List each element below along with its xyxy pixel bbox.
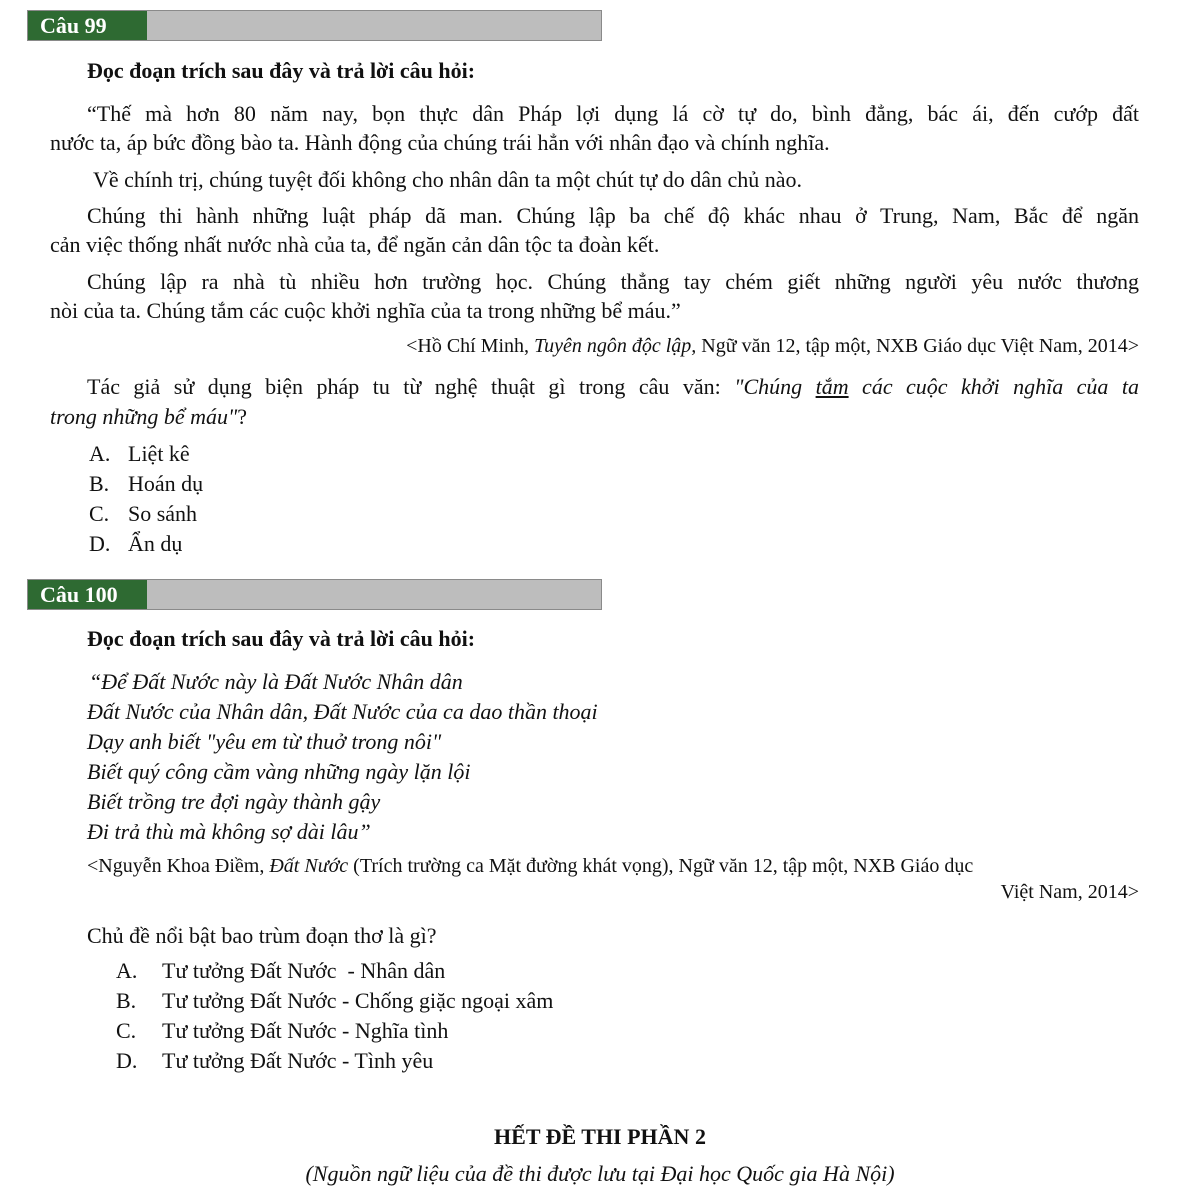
option-text: Tư tưởng Đất Nước - Tình yêu bbox=[162, 1048, 434, 1073]
poem-line-1: “Để Đất Nước này là Đất Nước Nhân dân bbox=[89, 669, 463, 694]
passage-line-7: nòi của ta. Chúng tắm các cuộc khởi nghĩa của ta trong những bể máu.” bbox=[50, 298, 681, 323]
question-99-quote-b: các cuộc khởi nghĩa của ta bbox=[848, 374, 1139, 399]
poem-line-4: Biết quý công cầm vàng những ngày lặn lội bbox=[87, 759, 471, 784]
option-99-b[interactable] bbox=[89, 470, 203, 498]
question-99-text bbox=[87, 373, 1139, 401]
option-99-c[interactable] bbox=[89, 500, 197, 528]
poem-line-5: Biết trồng tre đợi ngày thành gậy bbox=[87, 789, 381, 814]
option-letter: A. bbox=[89, 441, 111, 466]
option-text: Ẩn dụ bbox=[128, 531, 183, 556]
option-letter: C. bbox=[116, 1018, 137, 1043]
poem-line-2: Đất Nước của Nhân dân, Đất Nước của ca dao thần thoại bbox=[87, 699, 598, 724]
poem-line-3: Dạy anh biết "yêu em từ thuở trong nôi" bbox=[87, 729, 442, 754]
option-letter: B. bbox=[89, 471, 110, 496]
option-text: Tư tưởng Đất Nước - Nghĩa tình bbox=[162, 1018, 449, 1043]
question-100-instruction: Đọc đoạn trích sau đây và trả lời câu hỏi: bbox=[87, 626, 476, 651]
question-99-source bbox=[406, 335, 1139, 358]
question-99-header bbox=[27, 10, 602, 41]
option-text: So sánh bbox=[128, 501, 198, 526]
option-text: Tư tưởng Đất Nước - Chống giặc ngoại xâm bbox=[162, 988, 554, 1013]
question-100-text: Chủ đề nổi bật bao trùm đoạn thơ là gì? bbox=[87, 923, 437, 948]
option-99-a[interactable] bbox=[89, 440, 190, 468]
question-99-mark: ? bbox=[237, 404, 248, 429]
option-text: Tư tưởng Đất Nước - Nhân dân bbox=[162, 958, 446, 983]
option-100-a[interactable] bbox=[116, 957, 445, 985]
question-99-quote-c: trong những bể máu" bbox=[50, 404, 238, 429]
source-title: Đất Nước bbox=[269, 855, 349, 877]
option-letter: D. bbox=[116, 1048, 138, 1073]
option-letter: C. bbox=[89, 501, 110, 526]
question-99-prompt: Tác giả sử dụng biện pháp tu từ nghệ thuật gì trong câu văn: bbox=[87, 374, 735, 399]
option-99-d[interactable] bbox=[89, 530, 182, 558]
source-title: Tuyên ngôn độc lập, bbox=[534, 335, 697, 357]
passage-line-3: Về chính trị, chúng tuyệt đối không cho nhân dân ta một chút tự do dân chủ nào. bbox=[93, 167, 803, 192]
question-99-instruction: Đọc đoạn trích sau đây và trả lời câu hỏi: bbox=[87, 58, 476, 83]
passage-line-2: nước ta, áp bức đồng bào ta. Hành động của chúng trái hẳn với nhân đạo và chính nghĩa. bbox=[50, 130, 830, 155]
end-of-exam-heading: HẾT ĐỀ THI PHẦN 2 bbox=[494, 1124, 706, 1149]
source-publication: (Trích trường ca Mặt đường khát vọng), Ngữ văn 12, tập một, NXB Giáo dục bbox=[348, 855, 974, 877]
question-99-text-line-2 bbox=[50, 403, 247, 431]
source-note: (Nguồn ngữ liệu của đề thi được lưu tại Đại học Quốc gia Hà Nội) bbox=[305, 1161, 895, 1186]
question-99-quote-underlined: tắm bbox=[815, 374, 849, 399]
option-100-b[interactable] bbox=[116, 987, 553, 1015]
source-author: <Hồ Chí Minh, bbox=[406, 335, 535, 357]
poem-line-6: Đi trả thù mà không sợ dài lâu” bbox=[87, 819, 371, 844]
question-100-header bbox=[27, 579, 602, 610]
question-100-label: Câu 100 bbox=[28, 580, 147, 609]
source-author: <Nguyễn Khoa Điềm, bbox=[87, 855, 270, 877]
option-100-d[interactable] bbox=[116, 1047, 433, 1075]
question-99-quote-a: "Chúng bbox=[734, 374, 816, 399]
option-text: Hoán dụ bbox=[128, 471, 204, 496]
passage-line-1: “Thế mà hơn 80 năm nay, bọn thực dân Pháp lợi dụng lá cờ tự do, bình đẳng, bác ái, đến cướp đất bbox=[87, 101, 1139, 126]
option-letter: B. bbox=[116, 988, 137, 1013]
option-text: Liệt kê bbox=[128, 441, 190, 466]
passage-line-6: Chúng lập ra nhà tù nhiều hơn trường học. Chúng thẳng tay chém giết những người yêu nước thương bbox=[87, 269, 1139, 294]
source-publication: Ngữ văn 12, tập một, NXB Giáo dục Việt Nam, 2014> bbox=[696, 335, 1139, 357]
option-100-c[interactable] bbox=[116, 1017, 448, 1045]
question-99-label: Câu 99 bbox=[28, 11, 147, 40]
question-100-source-line-2: Việt Nam, 2014> bbox=[1000, 881, 1139, 903]
passage-line-5: cản việc thống nhất nước nhà của ta, để ngăn cản dân tộc ta đoàn kết. bbox=[50, 232, 660, 257]
passage-line-4: Chúng thi hành những luật pháp dã man. Chúng lập ba chế độ khác nhau ở Trung, Nam, Bắc để ngăn bbox=[87, 203, 1139, 228]
option-letter: D. bbox=[89, 531, 111, 556]
option-letter: A. bbox=[116, 958, 138, 983]
question-100-source bbox=[87, 855, 973, 878]
